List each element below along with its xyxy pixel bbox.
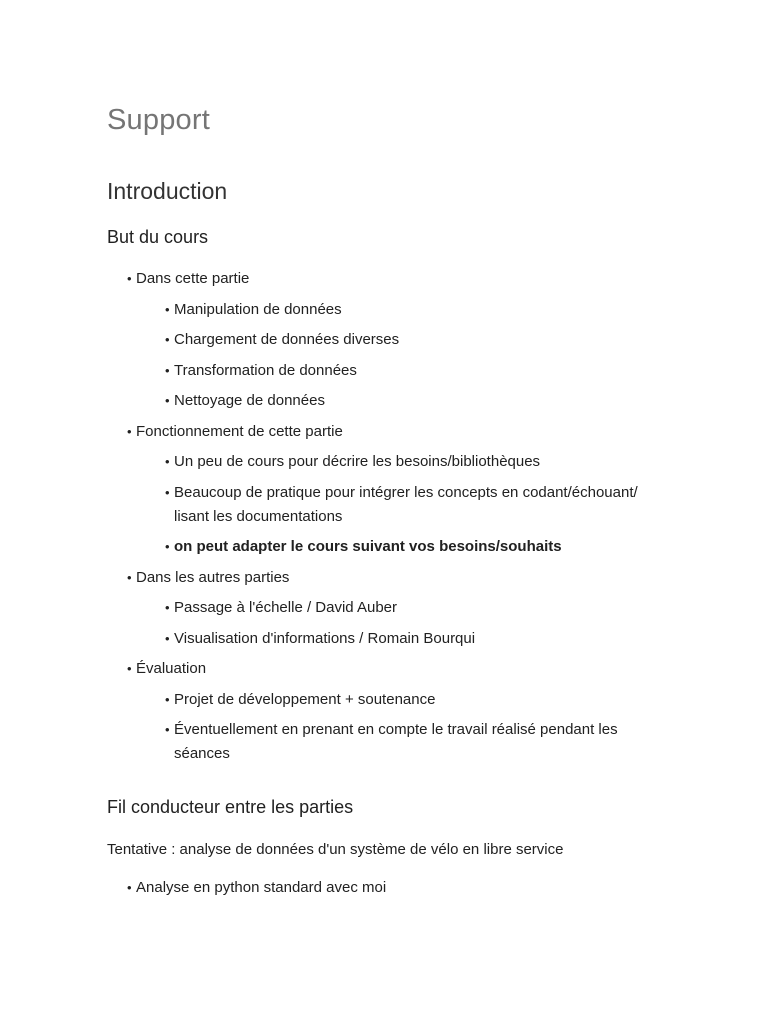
sub-list-item-text: Un peu de cours pour décrire les besoins/bibliothèques <box>174 453 541 470</box>
bullet-icon: • <box>127 661 132 676</box>
bullet-icon: • <box>165 630 170 646</box>
sub-list-item <box>165 481 667 529</box>
bullet-icon: • <box>127 880 132 895</box>
sub-list-item <box>165 450 667 474</box>
sub-list-item <box>165 328 667 352</box>
sub-list-item-text: Chargement de données diverses <box>174 331 400 348</box>
section-heading-introduction: Introduction <box>107 178 228 204</box>
list-item <box>127 876 667 900</box>
sub-list <box>165 596 667 651</box>
sub-list-item <box>165 718 667 766</box>
list-item-text: Analyse en python standard avec moi <box>136 879 387 896</box>
sub-list-item-text-bold: on peut adapter le cours suivant vos besoins/souhaits <box>174 538 562 555</box>
course-goals-list <box>127 267 667 773</box>
bullet-icon: • <box>127 271 132 286</box>
bullet-icon: • <box>165 484 170 500</box>
list-item-text: Fonctionnement de cette partie <box>136 422 343 440</box>
sub-list-item <box>165 298 667 322</box>
bullet-icon: • <box>165 722 170 737</box>
sub-list-item <box>165 535 667 559</box>
bullet-icon: • <box>165 454 170 469</box>
paragraph-tentative: Tentative : analyse de données d'un système de vélo en libre service <box>107 841 564 858</box>
sub-list-item <box>165 359 667 383</box>
bullet-icon: • <box>165 539 170 554</box>
sub-list-item-text: Transformation de données <box>174 361 357 379</box>
subsection-heading-but-du-cours: But du cours <box>107 227 209 247</box>
bullet-icon: • <box>165 393 170 408</box>
sub-list <box>165 298 667 414</box>
bullet-icon: • <box>165 362 170 378</box>
bullet-icon: • <box>127 423 132 439</box>
bullet-icon: • <box>165 301 170 317</box>
sub-list-item <box>165 596 667 620</box>
list-item-text: Dans cette partie <box>136 270 250 287</box>
sub-list-item-text: Beaucoup de pratique pour intégrer les concepts en codant/échouant/ lisant les documentations <box>174 483 638 525</box>
list-item <box>127 566 667 651</box>
subsection-heading-fil-conducteur: Fil conducteur entre les parties <box>107 797 354 817</box>
fil-conducteur-list <box>127 876 667 907</box>
sub-list-item-text: Nettoyage de données <box>174 392 325 409</box>
sub-list-item-text: Projet de développement + soutenance <box>174 690 436 708</box>
bullet-icon: • <box>127 569 132 585</box>
sub-list-item <box>165 688 667 712</box>
list-item <box>127 657 667 766</box>
sub-list <box>165 688 667 767</box>
page-title: Support <box>107 104 210 136</box>
list-item-text: Dans les autres parties <box>136 568 290 586</box>
list-item <box>127 420 667 560</box>
sub-list <box>165 450 667 559</box>
bullet-icon: • <box>165 600 170 615</box>
bullet-icon: • <box>165 691 170 707</box>
sub-list-item <box>165 627 667 651</box>
sub-list-item <box>165 389 667 413</box>
sub-list-item-text: Passage à l'échelle / David Auber <box>174 599 398 616</box>
bullet-icon: • <box>165 332 170 347</box>
list-item <box>127 267 667 413</box>
sub-list-item-text: Éventuellement en prenant en compte le travail réalisé pendant les séances <box>174 721 618 762</box>
sub-list-item-text: Visualisation d'informations / Romain Bourqui <box>174 629 476 647</box>
list-item-text: Évaluation <box>136 660 207 677</box>
sub-list-item-text: Manipulation de données <box>174 300 342 318</box>
